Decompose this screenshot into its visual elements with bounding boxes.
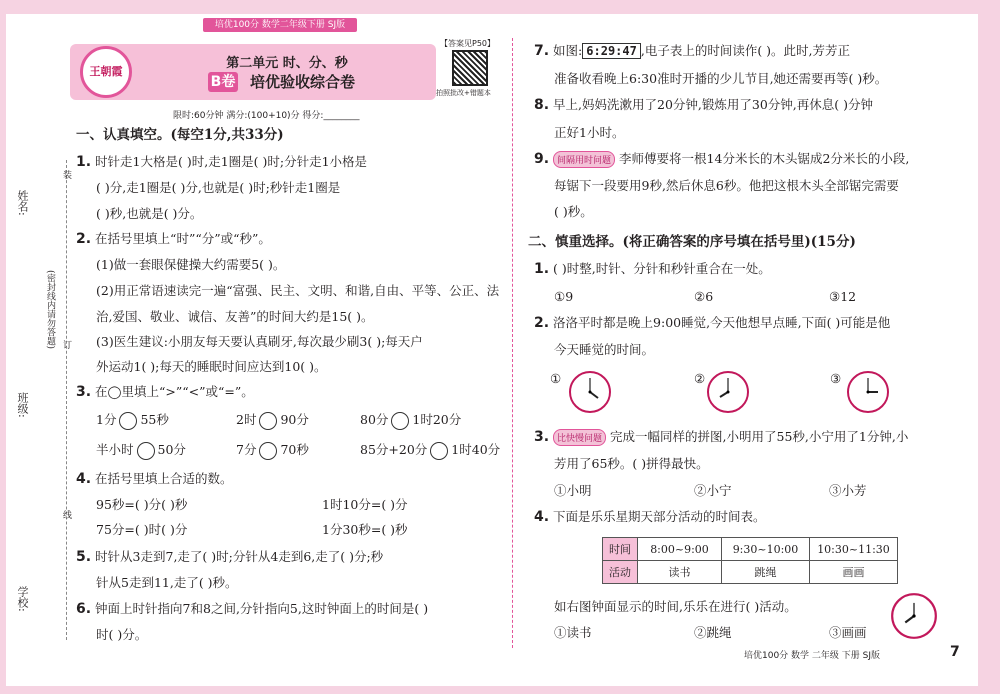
q-num: 6. — [76, 601, 92, 617]
q2-part3b: 外运动1( );每天的睡眠时间应达到10( )。 — [96, 359, 327, 374]
q7-line1: ,电子表上的时间读作( )。此时,芳芳正 — [640, 43, 851, 58]
clock-option-3-icon — [846, 370, 890, 414]
seal-mark-2: 订 — [61, 340, 71, 349]
seal-mark-3: 线 — [61, 510, 71, 519]
page-number: 7 — [950, 644, 960, 660]
c4-option-3[interactable]: ③画画 — [829, 625, 867, 640]
q-num: 7. — [534, 43, 550, 59]
q-num: 2. — [76, 231, 92, 247]
q-num: 4. — [76, 471, 92, 487]
q8-line1: 早上,妈妈洗漱用了20分钟,锻炼用了30分钟,再休息( )分钟 — [553, 97, 874, 112]
seal-mark-1: 装 — [61, 170, 71, 179]
section-1-title: 一、认真填空。(每空1分,共33分) — [76, 127, 284, 143]
exam-meta: 限时:60分钟 满分:(100+10)分 得分:________ — [173, 111, 360, 121]
q2-stem: 在括号里填上“时”“分”或“秒”。 — [95, 231, 271, 246]
c2-option-2[interactable]: ② — [694, 371, 706, 386]
q9-line2: 每锯下一段要用9秒,然后休息6秒。他把这根木头全部锯完需要 — [554, 178, 899, 193]
q2-part1: (1)做一套眼保健操大约需要5( )。 — [96, 257, 286, 272]
clock-option-2-icon — [706, 370, 750, 414]
volume-tag: B卷 — [208, 72, 238, 92]
digital-clock-display: 6:29:47 — [582, 43, 641, 59]
q-num: 3. — [534, 429, 550, 445]
q4-item-2: 1时10分=( )分 — [322, 497, 408, 512]
q1-line2: ( )分,走1圈是( )分,也就是( )时;秒针走1圈是 — [96, 180, 341, 195]
school-label: 学校: — [16, 586, 29, 612]
section-2-title: 二、慎重选择。(将正确答案的序号填在括号里)(15分) — [528, 234, 856, 250]
q6-line1: 钟面上时针指向7和8之间,分针指向5,这时钟面上的时间是( ) — [95, 601, 429, 616]
q5-line2: 针从5走到11,走了( )秒。 — [96, 575, 238, 590]
c2-option-3[interactable]: ③ — [830, 371, 842, 386]
table-row: 时间 8:00~9:00 9:30~10:00 10:30~11:30 — [603, 538, 898, 561]
q7-line2: 准备收看晚上6:30准时开播的少儿节目,她还需要再等( )秒。 — [554, 71, 888, 86]
c3-line1: 完成一幅同样的拼图,小明用了55秒,小宁用了1分钟,小 — [610, 429, 909, 444]
class-label: 班级: — [16, 392, 29, 418]
q2-part2a: (2)用正常语速读完一遍“富强、民主、文明、和谐,自由、平等、公正、法 — [96, 283, 500, 298]
wavy-edge — [964, 14, 978, 686]
brand-logo: 王朝霞 — [80, 46, 132, 98]
q9-tag: 间隔用时问题 — [553, 151, 615, 168]
compare-row-2: 半小时 50分 7分 70秒 85分+20分 1时40分 — [96, 441, 500, 460]
c3-option-1[interactable]: ①小明 — [554, 483, 592, 498]
q2-part2b: 治,爱国、敬业、诚信、友善”的时间大约是15( )。 — [96, 309, 374, 324]
q4-item-1: 95秒=( )分( )秒 — [96, 497, 188, 512]
column-divider — [512, 38, 513, 648]
q-num: 5. — [76, 549, 92, 565]
name-label: 姓名: — [16, 190, 29, 216]
q4-stem: 在括号里填上合适的数。 — [95, 471, 233, 486]
compare-row-1: 1分 55秒 2时 90分 80分 1时20分 — [96, 411, 461, 430]
compare-circle[interactable] — [391, 412, 409, 430]
c3-option-2[interactable]: ②小宁 — [694, 483, 732, 498]
c3-line2: 芳用了65秒。( )拼得最快。 — [554, 456, 709, 471]
compare-circle[interactable] — [137, 442, 155, 460]
answer-reference: 【答案见P50】 — [440, 39, 496, 48]
paper-title: 培优验收综合卷 — [250, 73, 356, 91]
c4-stem: 下面是乐乐星期天部分活动的时间表。 — [553, 509, 766, 524]
q5-line1: 时针从3走到7,走了( )时;分针从4走到6,走了( )分;秒 — [95, 549, 384, 564]
c2-line2: 今天睡觉的时间。 — [554, 342, 655, 357]
table-header: 活动 — [603, 561, 638, 584]
c1-option-2[interactable]: ②6 — [694, 289, 714, 304]
q-num: 9. — [534, 151, 550, 167]
c4-option-1[interactable]: ①读书 — [554, 625, 592, 640]
c4-option-2[interactable]: ②跳绳 — [694, 625, 732, 640]
q1-line3: ( )秒,也就是( )分。 — [96, 206, 203, 221]
compare-circle[interactable] — [430, 442, 448, 460]
unit-title: 第二单元 时、分、秒 — [226, 56, 348, 71]
q4-item-4: 1分30秒=( )秒 — [322, 522, 408, 537]
header-pill: 培优100分 数学二年级下册 SJ版 — [203, 18, 357, 32]
c3-tag: 比快慢问题 — [553, 429, 606, 446]
q6-line2: 时( )分。 — [96, 627, 148, 642]
q-num: 8. — [534, 97, 550, 113]
c4-line2: 如右图钟面显示的时间,乐乐在进行( )活动。 — [554, 599, 797, 614]
clock-activity-icon — [890, 592, 938, 640]
c2-line1: 洛洛平时都是晚上9:00睡觉,今天他想早点睡,下面( )可能是他 — [553, 315, 891, 330]
compare-circle[interactable] — [259, 412, 277, 430]
compare-circle[interactable] — [119, 412, 137, 430]
q-num: 3. — [76, 384, 92, 400]
q1-line1: 时针走1大格是( )时,走1圈是( )时;分针走1小格是 — [95, 154, 368, 169]
schedule-table — [602, 537, 898, 584]
qr-caption: 拍照批改+错题本 — [436, 89, 491, 97]
table-row: 活动 读书 跳绳 画画 — [603, 561, 898, 584]
footer-text: 培优100分 数学 二年级 下册 SJ版 — [744, 651, 880, 661]
q-num: 4. — [534, 509, 550, 525]
table-header: 时间 — [603, 538, 638, 561]
c3-option-3[interactable]: ③小芳 — [829, 483, 867, 498]
qr-code-icon[interactable] — [452, 50, 488, 86]
q4-item-3: 75分=( )时( )分 — [96, 522, 188, 537]
q9-line1: 李师傅要将一根14分米长的木头锯成2分米长的小段, — [619, 151, 910, 166]
c1-option-1[interactable]: ①9 — [554, 289, 574, 304]
c1-option-3[interactable]: ③12 — [829, 289, 857, 304]
q-num: 2. — [534, 315, 550, 331]
q-num: 1. — [76, 154, 92, 170]
q9-line3: ( )秒。 — [554, 204, 593, 219]
q3-stem: 在◯里填上“>”“<”或“=”。 — [95, 384, 254, 399]
c1-stem: ( )时整,时针、分针和秒针重合在一处。 — [553, 261, 771, 276]
q8-line2: 正好1小时。 — [554, 125, 625, 140]
clock-option-1-icon — [568, 370, 612, 414]
q-num: 1. — [534, 261, 550, 277]
seal-note: (密封线内请勿答题) — [45, 270, 55, 350]
q2-part3a: (3)医生建议:小朋友每天要认真刷牙,每次最少刷3( );每天户 — [96, 334, 423, 349]
compare-circle[interactable] — [259, 442, 277, 460]
c2-option-1[interactable]: ① — [550, 371, 562, 386]
